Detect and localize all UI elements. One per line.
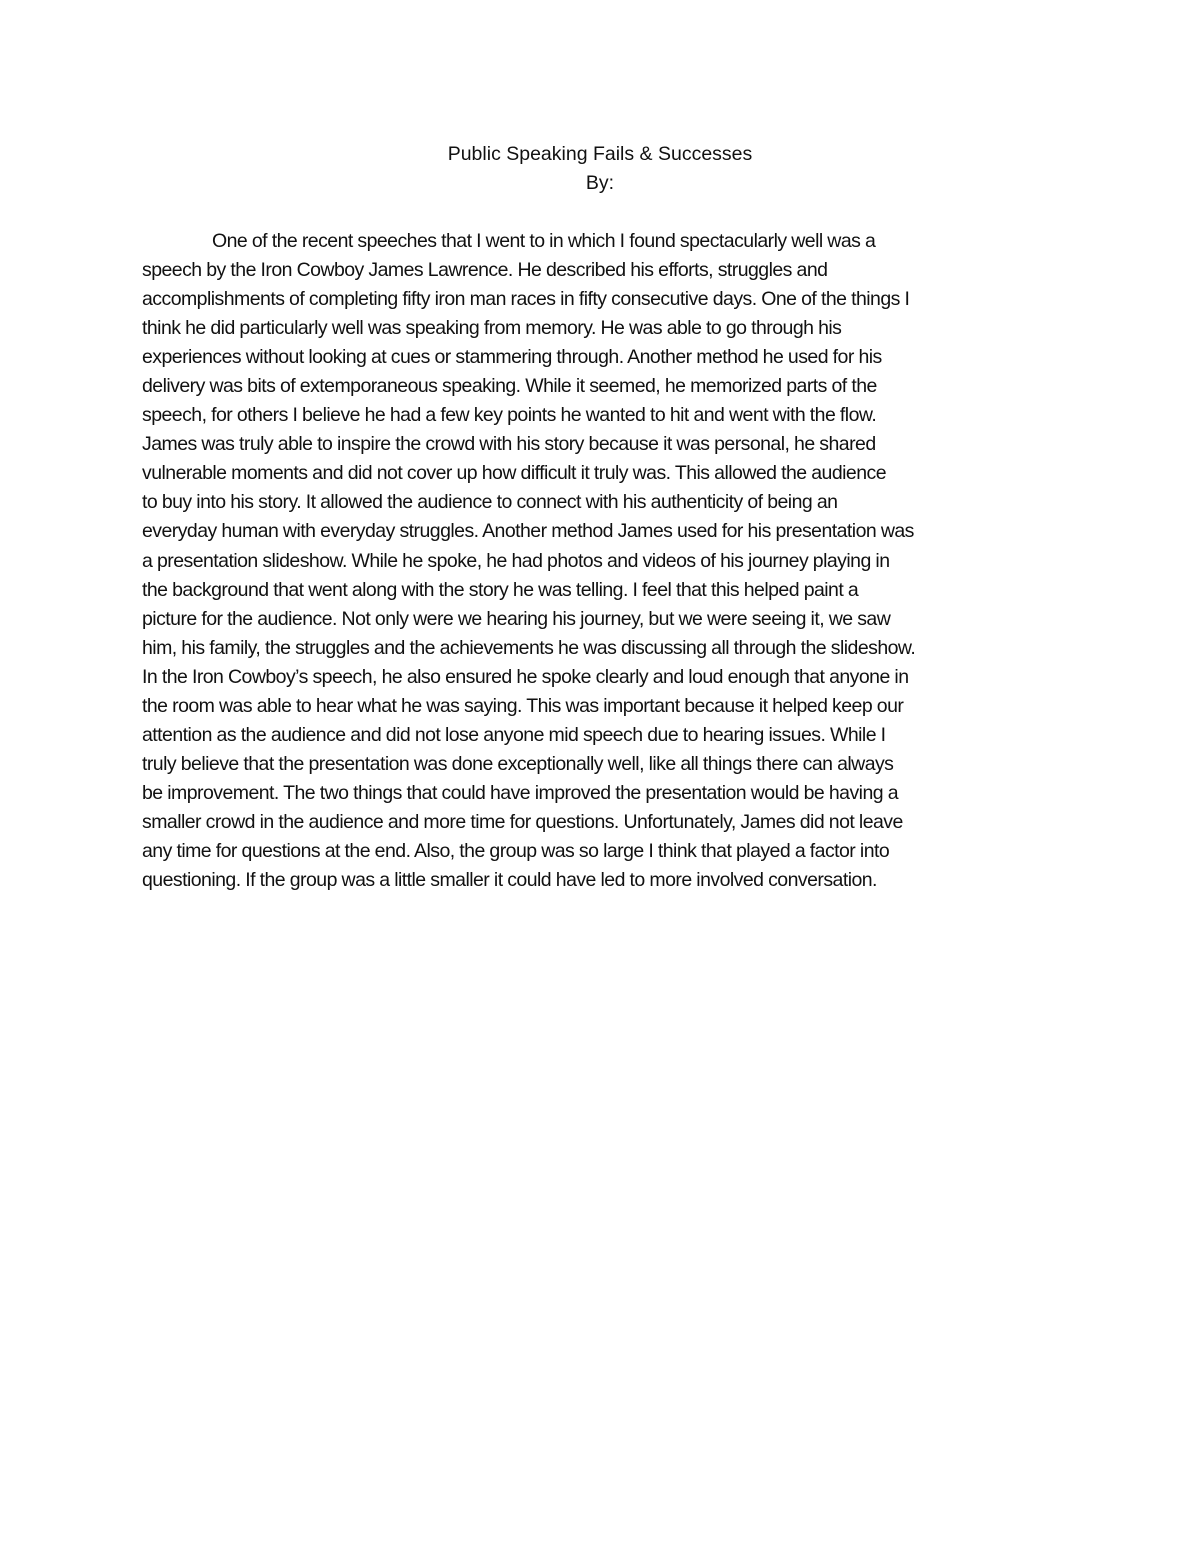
body-line: speech, for others I believe he had a few key points he wanted to hit and went with the flow. xyxy=(142,404,877,427)
body-line: vulnerable moments and did not cover up how difficult it truly was. This allowed the audience xyxy=(142,462,886,485)
body-line: truly believe that the presentation was done exceptionally well, like all things there can always xyxy=(142,752,894,775)
document-byline: By: xyxy=(585,172,615,194)
body-line: the background that went along with the story he was telling. I feel that this helped paint a xyxy=(142,578,859,601)
body-line: to buy into his story. It allowed the audience to connect with his authenticity of being an xyxy=(142,491,838,514)
body-line: attention as the audience and did not lose anyone mid speech due to hearing issues. While I xyxy=(142,723,886,746)
body-line: accomplishments of completing fifty iron man races in fifty consecutive days. One of the things I xyxy=(142,288,910,311)
body-line: One of the recent speeches that I went to in which I found spectacularly well was a xyxy=(212,230,876,252)
body-line: James was truly able to inspire the crowd with his story because it was personal, he shared xyxy=(142,433,876,456)
body-line: a presentation slideshow. While he spoke, he had photos and videos of his journey playing in xyxy=(142,549,890,572)
body-line: everyday human with everyday struggles. Another method James used for his presentation was xyxy=(142,520,914,543)
body-line: any time for questions at the end. Also, the group was so large I think that played a factor into xyxy=(142,839,890,862)
body-line: delivery was bits of extemporaneous speaking. While it seemed, he memorized parts of the xyxy=(142,375,877,398)
body-line: smaller crowd in the audience and more time for questions. Unfortunately, James did not leave xyxy=(142,810,903,833)
body-line: him, his family, the struggles and the achievements he was discussing all through the slideshow. xyxy=(142,636,916,659)
body-line: be improvement. The two things that could have improved the presentation would be having a xyxy=(142,781,898,804)
body-line: think he did particularly well was speaking from memory. He was able to go through his xyxy=(142,317,842,340)
body-line: experiences without looking at cues or stammering through. Another method he used for his xyxy=(142,346,882,369)
document-body xyxy=(142,227,1072,895)
body-line: picture for the audience. Not only were we hearing his journey, but we were seeing it, we saw xyxy=(142,607,891,630)
body-line: In the Iron Cowboy’s speech, he also ensured he spoke clearly and loud enough that anyone in xyxy=(142,665,909,688)
document-title: Public Speaking Fails & Successes xyxy=(447,143,753,165)
body-line: the room was able to hear what he was saying. This was important because it helped keep our xyxy=(142,694,904,717)
body-line: speech by the Iron Cowboy James Lawrence. He described his efforts, struggles and xyxy=(142,259,828,282)
body-line: questioning. If the group was a little smaller it could have led to more involved conversation. xyxy=(142,869,877,892)
